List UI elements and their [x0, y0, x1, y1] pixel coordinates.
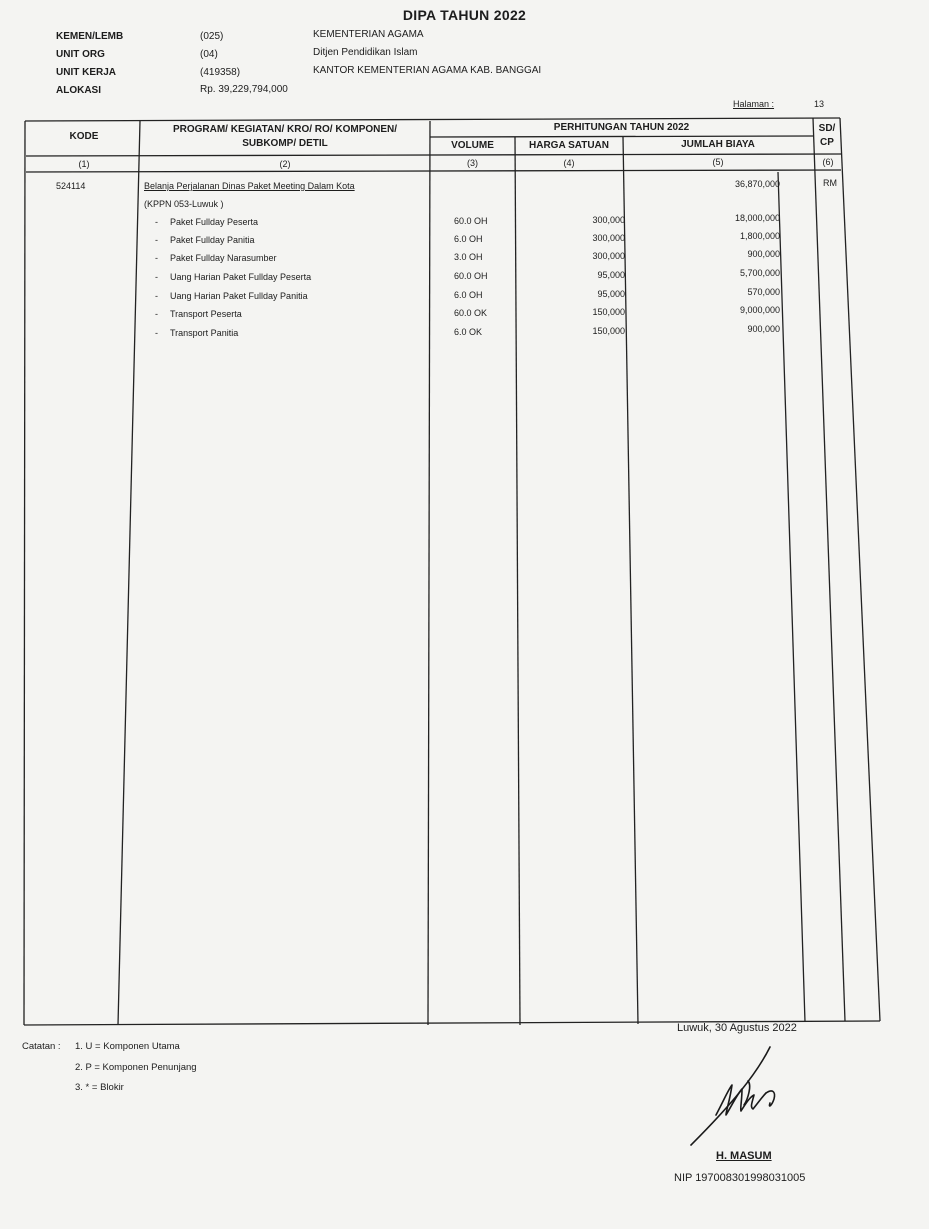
- col-header-jumlah-biaya: JUMLAH BIAYA: [681, 139, 755, 150]
- document-title: DIPA TAHUN 2022: [402, 7, 527, 23]
- row-program: Transport Peserta: [170, 309, 242, 319]
- col-header-sdcp-line2: CP: [820, 137, 834, 148]
- col-number-3: (3): [467, 158, 478, 168]
- row-program: Uang Harian Paket Fullday Peserta: [170, 272, 312, 282]
- row-harga: 300,000: [592, 233, 625, 243]
- row-jumlah: 5,700,000: [739, 268, 780, 278]
- header-value-kemenlemb: KEMENTERIAN AGAMA: [313, 29, 424, 40]
- account-code: 524114: [56, 181, 86, 191]
- signatory-name: H. MASUM: [716, 1150, 772, 1162]
- col-header-kode: KODE: [69, 131, 99, 142]
- col-number-4: (4): [563, 158, 575, 168]
- catatan-item-2: 2. P = Komponen Penunjang: [75, 1062, 197, 1073]
- row-bullet: -: [155, 291, 158, 301]
- account-total: 36,870,000: [734, 179, 780, 189]
- header-value-unit-kerja: KANTOR KEMENTERIAN AGAMA KAB. BANGGAI: [313, 65, 542, 76]
- row-program: Transport Panitia: [170, 328, 239, 338]
- catatan-label: Catatan :: [22, 1041, 61, 1052]
- header-value-unit-org: Ditjen Pendidikan Islam: [313, 47, 418, 58]
- row-volume: 60.0 OH: [454, 216, 488, 226]
- row-jumlah: 900,000: [747, 324, 780, 334]
- col-number-6: (6): [822, 157, 834, 167]
- col-number-2: (2): [279, 159, 291, 169]
- row-volume: 6.0 OH: [454, 234, 483, 244]
- row-volume: 60.0 OK: [454, 308, 488, 318]
- col-header-perhitungan: PERHITUNGAN TAHUN 2022: [553, 122, 690, 133]
- col-number-1: (1): [78, 159, 90, 169]
- header-label-kemenlemb: KEMEN/LEMB: [56, 31, 124, 42]
- row-program: Paket Fullday Narasumber: [170, 253, 277, 263]
- row-harga: 95,000: [597, 270, 625, 280]
- header-label-unit-kerja: UNIT KERJA: [56, 67, 117, 78]
- account-sdcp: RM: [823, 178, 837, 188]
- col-header-volume: VOLUME: [451, 140, 494, 151]
- catatan-item-1: 1. U = Komponen Utama: [75, 1041, 180, 1052]
- halaman-value: 13: [814, 99, 825, 109]
- row-program: Paket Fullday Panitia: [170, 235, 255, 245]
- signature-place-date: Luwuk, 30 Agustus 2022: [677, 1022, 797, 1034]
- halaman-label: Halaman :: [733, 99, 775, 109]
- row-harga: 300,000: [592, 215, 625, 225]
- row-harga: 300,000: [592, 251, 625, 261]
- col-header-sdcp-line1: SD/: [818, 123, 836, 134]
- row-jumlah: 1,800,000: [739, 231, 780, 241]
- header-alokasi-amount: Rp. 39,229,794,000: [200, 84, 288, 95]
- row-bullet: -: [155, 272, 158, 282]
- row-volume: 60.0 OH: [454, 271, 488, 281]
- handwritten-signature: [686, 1045, 796, 1150]
- row-jumlah: 570,000: [747, 287, 780, 297]
- account-title: Belanja Perjalanan Dinas Paket Meeting Dalam Kota: [144, 181, 355, 191]
- col-header-harga-satuan: HARGA SATUAN: [529, 140, 609, 151]
- row-bullet: -: [155, 309, 158, 319]
- header-code-unit-kerja: (419358): [200, 67, 241, 78]
- signatory-nip: NIP 197008301998031005: [674, 1172, 806, 1184]
- row-harga: 150,000: [592, 307, 625, 317]
- header-label-unit-org: UNIT ORG: [56, 49, 105, 60]
- header-code-kemenlemb: (025): [200, 31, 224, 42]
- row-volume: 3.0 OH: [454, 252, 483, 262]
- row-jumlah: 900,000: [747, 249, 780, 259]
- catatan-item-3: 3. * = Blokir: [75, 1082, 124, 1093]
- header-label-alokasi: ALOKASI: [56, 85, 101, 96]
- header-code-unit-org: (04): [200, 49, 218, 60]
- row-volume: 6.0 OH: [454, 290, 483, 300]
- row-jumlah: 9,000,000: [739, 305, 780, 315]
- row-bullet: -: [155, 328, 158, 338]
- col-number-5: (5): [712, 157, 724, 167]
- kppn-label: (KPPN 053-Luwuk ): [144, 199, 224, 209]
- row-jumlah: 18,000,000: [734, 213, 780, 223]
- row-bullet: -: [155, 217, 158, 227]
- row-bullet: -: [155, 235, 158, 245]
- row-harga: 150,000: [592, 326, 625, 336]
- row-harga: 95,000: [597, 289, 625, 299]
- col-header-program-line2: SUBKOMP/ DETIL: [242, 138, 328, 149]
- row-volume: 6.0 OK: [454, 327, 483, 337]
- row-bullet: -: [155, 253, 158, 263]
- col-header-program-line1: PROGRAM/ KEGIATAN/ KRO/ RO/ KOMPONEN/: [172, 124, 398, 135]
- row-program: Uang Harian Paket Fullday Panitia: [170, 291, 308, 301]
- row-program: Paket Fullday Peserta: [170, 217, 259, 227]
